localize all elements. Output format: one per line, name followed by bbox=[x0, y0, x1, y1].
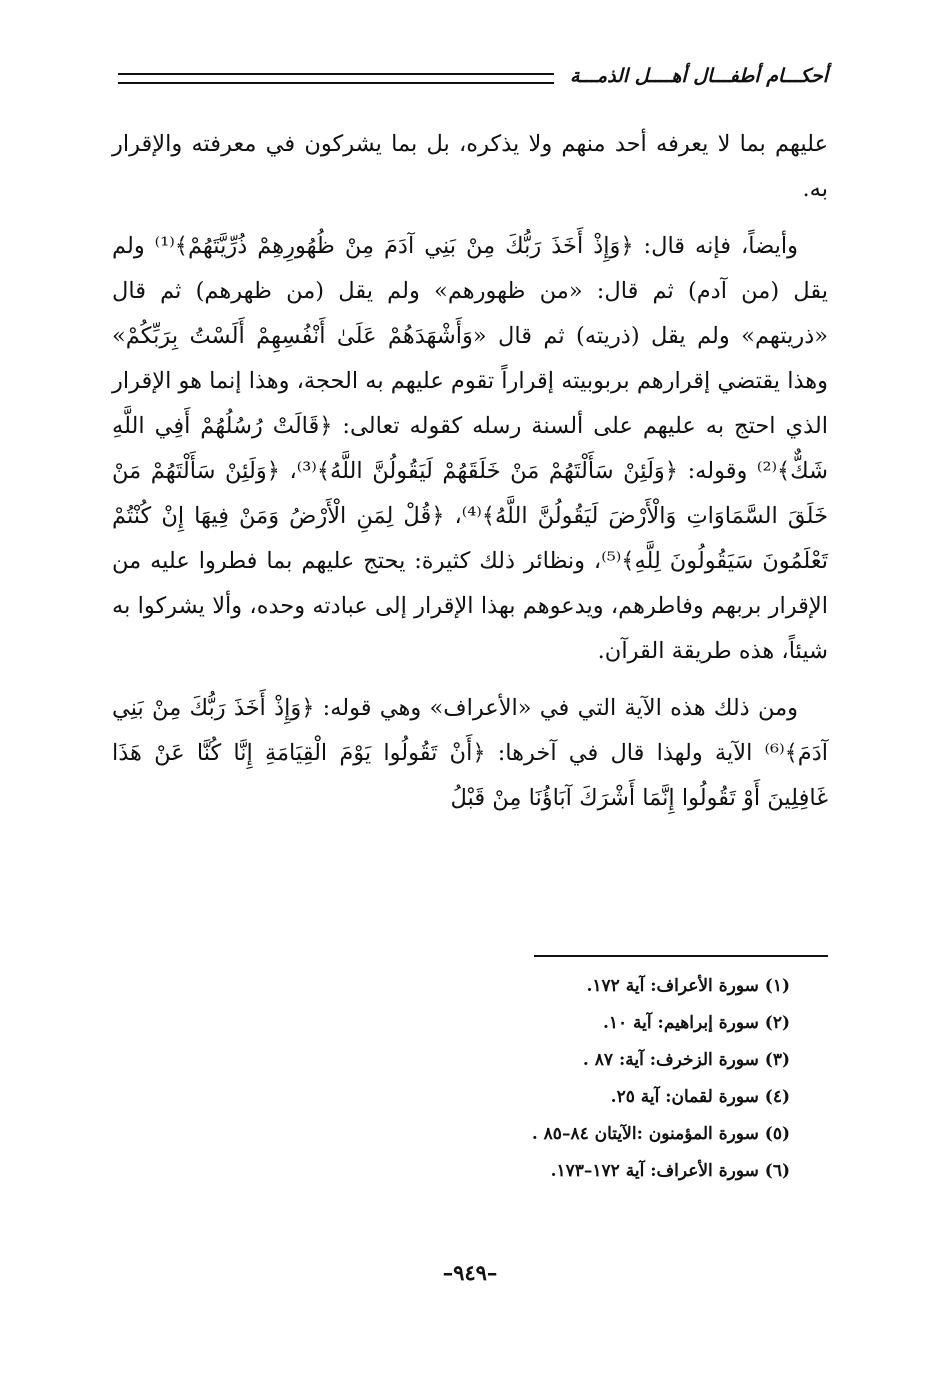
page-number: –٩٤٩– bbox=[442, 1260, 498, 1285]
footnotes-list bbox=[300, 968, 790, 1190]
footnote-item: (٤) سورة لقمان: آية ٢٥. bbox=[610, 1087, 790, 1107]
header-title: أحكـــام أطفـــال أهــــل الذمـــة bbox=[570, 65, 828, 87]
footnote-item: (١) سورة الأعراف: آية ١٧٢. bbox=[586, 976, 790, 996]
footnote-separator bbox=[534, 955, 828, 957]
header-double-rule bbox=[118, 73, 554, 84]
footnote-item: (٥) سورة المؤمنون :الآيتان ٨٤–٨٥ . bbox=[531, 1124, 790, 1144]
running-header bbox=[118, 56, 828, 96]
footnote-item: (٢) سورة إبراهيم: آية ١٠. bbox=[602, 1013, 790, 1033]
paragraph-covenant-argument: وأيضاً، فإنه قال: ﴿وَإِذْ أَخَذَ رَبُّكَ مِنْ بَنِي آدَمَ مِنْ ظُهُورِهِمْ ذُرِّيَّتَهُمْ﴾⁽¹⁾ ولم يقل (من آدم) ثم قال: «من ظهورهم» ولم يقل (من ظهرهم) ثم قال «ذريتهم» ولم يقل (ذريته) ثم قال «وَأَشْهَدَهُمْ عَلَىٰ أَنْفُسِهِمْ أَلَسْتُ بِرَبِّكُمْ» وهذا يقتضي إقرارهم بربوبيته إقراراً تقوم عليهم به الحجة، وهذا إنما هو الإقرار الذي احتج به عليهم على ألسنة رسله كقوله تعالى: ﴿قَالَتْ رُسُلُهُمْ أَفِي اللَّهِ شَكٌّ﴾⁽²⁾ وقوله: ﴿وَلَئِنْ سَأَلْتَهُمْ مَنْ خَلَقَهُمْ لَيَقُولُنَّ اللَّهُ﴾⁽³⁾، ﴿وَلَئِنْ سَأَلْتَهُمْ مَنْ خَلَقَ السَّمَاوَاتِ وَالْأَرْضَ لَيَقُولُنَّ اللَّهُ﴾⁽⁴⁾، ﴿قُلْ لِمَنِ الْأَرْضُ وَمَنْ فِيهَا إِنْ كُنْتُمْ تَعْلَمُونَ سَيَقُولُونَ لِلَّهِ﴾⁽⁵⁾، ونظائر ذلك كثيرة: يحتج عليهم بما فطروا عليه من الإقرار بربهم وفاطرهم، ويدعوهم بهذا الإقرار إلى عبادته وحده، وألا يشركوا به شيئاً، هذه طريقة القرآن. bbox=[112, 233, 828, 664]
paragraph-continuation: عليهم بما لا يعرفه أحد منهم ولا يذكره، بل بما يشركون في معرفته والإقرار به. bbox=[112, 131, 828, 202]
footnote-item: (٣) سورة الزخرف: آية: ٨٧ . bbox=[582, 1050, 790, 1070]
paragraph-al-araf-verse: ومن ذلك هذه الآية التي في «الأعراف» وهي قوله: ﴿وَإِذْ أَخَذَ رَبُّكَ مِنْ بَنِي آدَمَ﴾⁽⁶⁾ الآية ولهذا قال في آخرها: ﴿أَنْ تَقُولُوا يَوْمَ الْقِيَامَةِ إِنَّا كُنَّا عَنْ هَذَا غَافِلِينَ أَوْ تَقُولُوا إِنَّمَا أَشْرَكَ آبَاؤُنَا مِنْ قَبْلُ bbox=[112, 695, 828, 811]
footnote-item: (٦) سورة الأعراف: آية ١٧٢–١٧٣. bbox=[550, 1161, 790, 1181]
main-text bbox=[112, 122, 828, 833]
